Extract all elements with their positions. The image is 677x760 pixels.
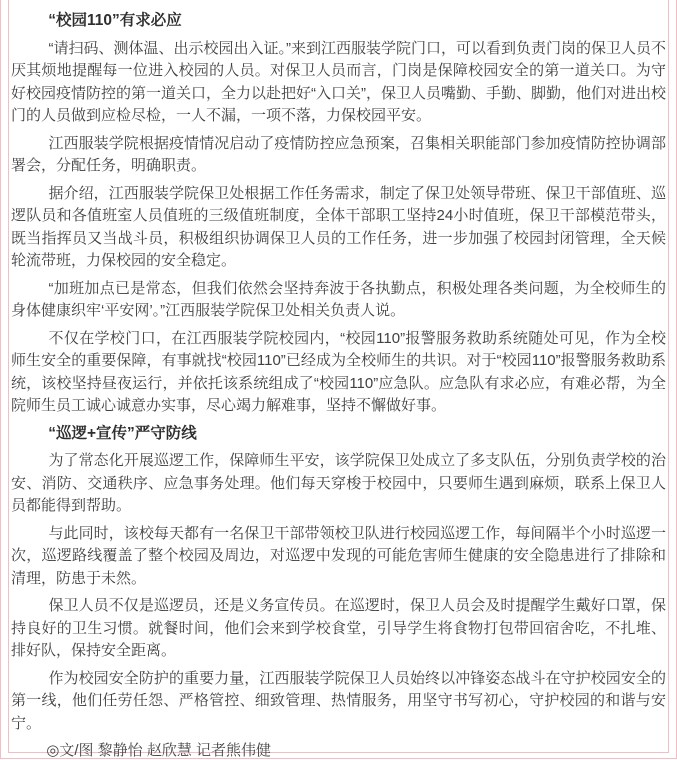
section-heading: “巡逻+宣传”严守防线	[48, 424, 197, 442]
article-paragraph: “加班加点已是常态，但我们依然会坚持奔波于各执勤点，积极处理各类问题，为全校师生的身体健康织牢‘平安网’。”江西服装学院保卫处相关负责人说。	[11, 279, 666, 319]
article-paragraph: 江西服装学院根据疫情情况启动了疫情防控应急预案，召集相关职能部门参加疫情防控协调部署会，分配任务，明确职责。	[11, 134, 666, 174]
article-body	[11, 10, 666, 760]
article-paragraph: “请扫码、测体温、出示校园出入证。”来到江西服装学院门口，可以看到负责门岗的保卫人员不厌其烦地提醒每一位进入校园的人员。对保卫人员而言，门岗是保障校园安全的第一道关口。为守好校园疫情防控的第一道关口，全力以赴把好“入口关”，保卫人员嘴勤、手勤、脚勤，他们对进出校门的人员做到应检尽检，一人不漏，一项不落，力保校园平安。	[11, 39, 666, 124]
article-paragraph: 保卫人员不仅是巡逻员，还是义务宣传员。在巡逻时，保卫人员会及时提醒学生戴好口罩，保持良好的卫生习惯。就餐时间，他们会来到学校食堂，引导学生将食物打包带回宿舍吃，不扎堆、排好队，保持安全距离。	[11, 597, 666, 659]
article-paragraph: 与此同时，该校每天都有一名保卫干部带领校卫队进行校园巡逻工作，每间隔半个小时巡逻一次，巡逻路线覆盖了整个校园及周边，对巡逻中发现的可能危害师生健康的安全隐患进行了排除和清理，防患于未然。	[11, 524, 666, 587]
article-paragraph: 作为校园安全防护的重要力量，江西服装学院保卫人员始终以冲锋姿态战斗在守护校园安全的第一线，他们任劳任怨、严格管控、细致管理、热情服务，用坚守书写初心，守护校园的和谐与安宁。	[11, 669, 666, 732]
content-frame	[8, 0, 669, 759]
article-paragraph: 为了常态化开展巡逻工作，保障师生平安，该学院保卫处成立了多支队伍，分别负责学校的治安、消防、交通秩序、应急事务处理。他们每天穿梭于校园中，只要师生遇到麻烦，联系上保卫人员都能得到帮助。	[11, 452, 666, 514]
section-heading: “校园110”有求必应	[48, 12, 182, 29]
article-paragraph: 不仅在学校门口，在江西服装学院校园内，“校园110”报警服务救助系统随处可见，作为全校师生安全的重要保障，有事就找“校园110”已经成为全校师生的共识。对于“校园110”报警服务救助系统，该校坚持昼夜运行，并依托该系统组成了“校园110”应急队。应急队有求必应，有难必帮，为全院师生员工诚心诚意办实事，尽心竭力解难事，坚持不懈做好事。	[11, 329, 666, 414]
article-paragraph: 据介绍，江西服装学院保卫处根据工作任务需求，制定了保卫处领导带班、保卫干部值班、巡逻队员和各值班室人员值班的三级值班制度，全体干部职工坚持24小时值班，保卫干部模范带头，既当指挥员又当战斗员，积极组织协调保卫人员的工作任务，进一步加强了校园封闭管理，全天候轮流带班，力保校园的安全稳定。	[11, 184, 666, 269]
article-byline: ◎文/图 黎静怡 赵欣慧 记者熊伟健	[46, 742, 272, 759]
